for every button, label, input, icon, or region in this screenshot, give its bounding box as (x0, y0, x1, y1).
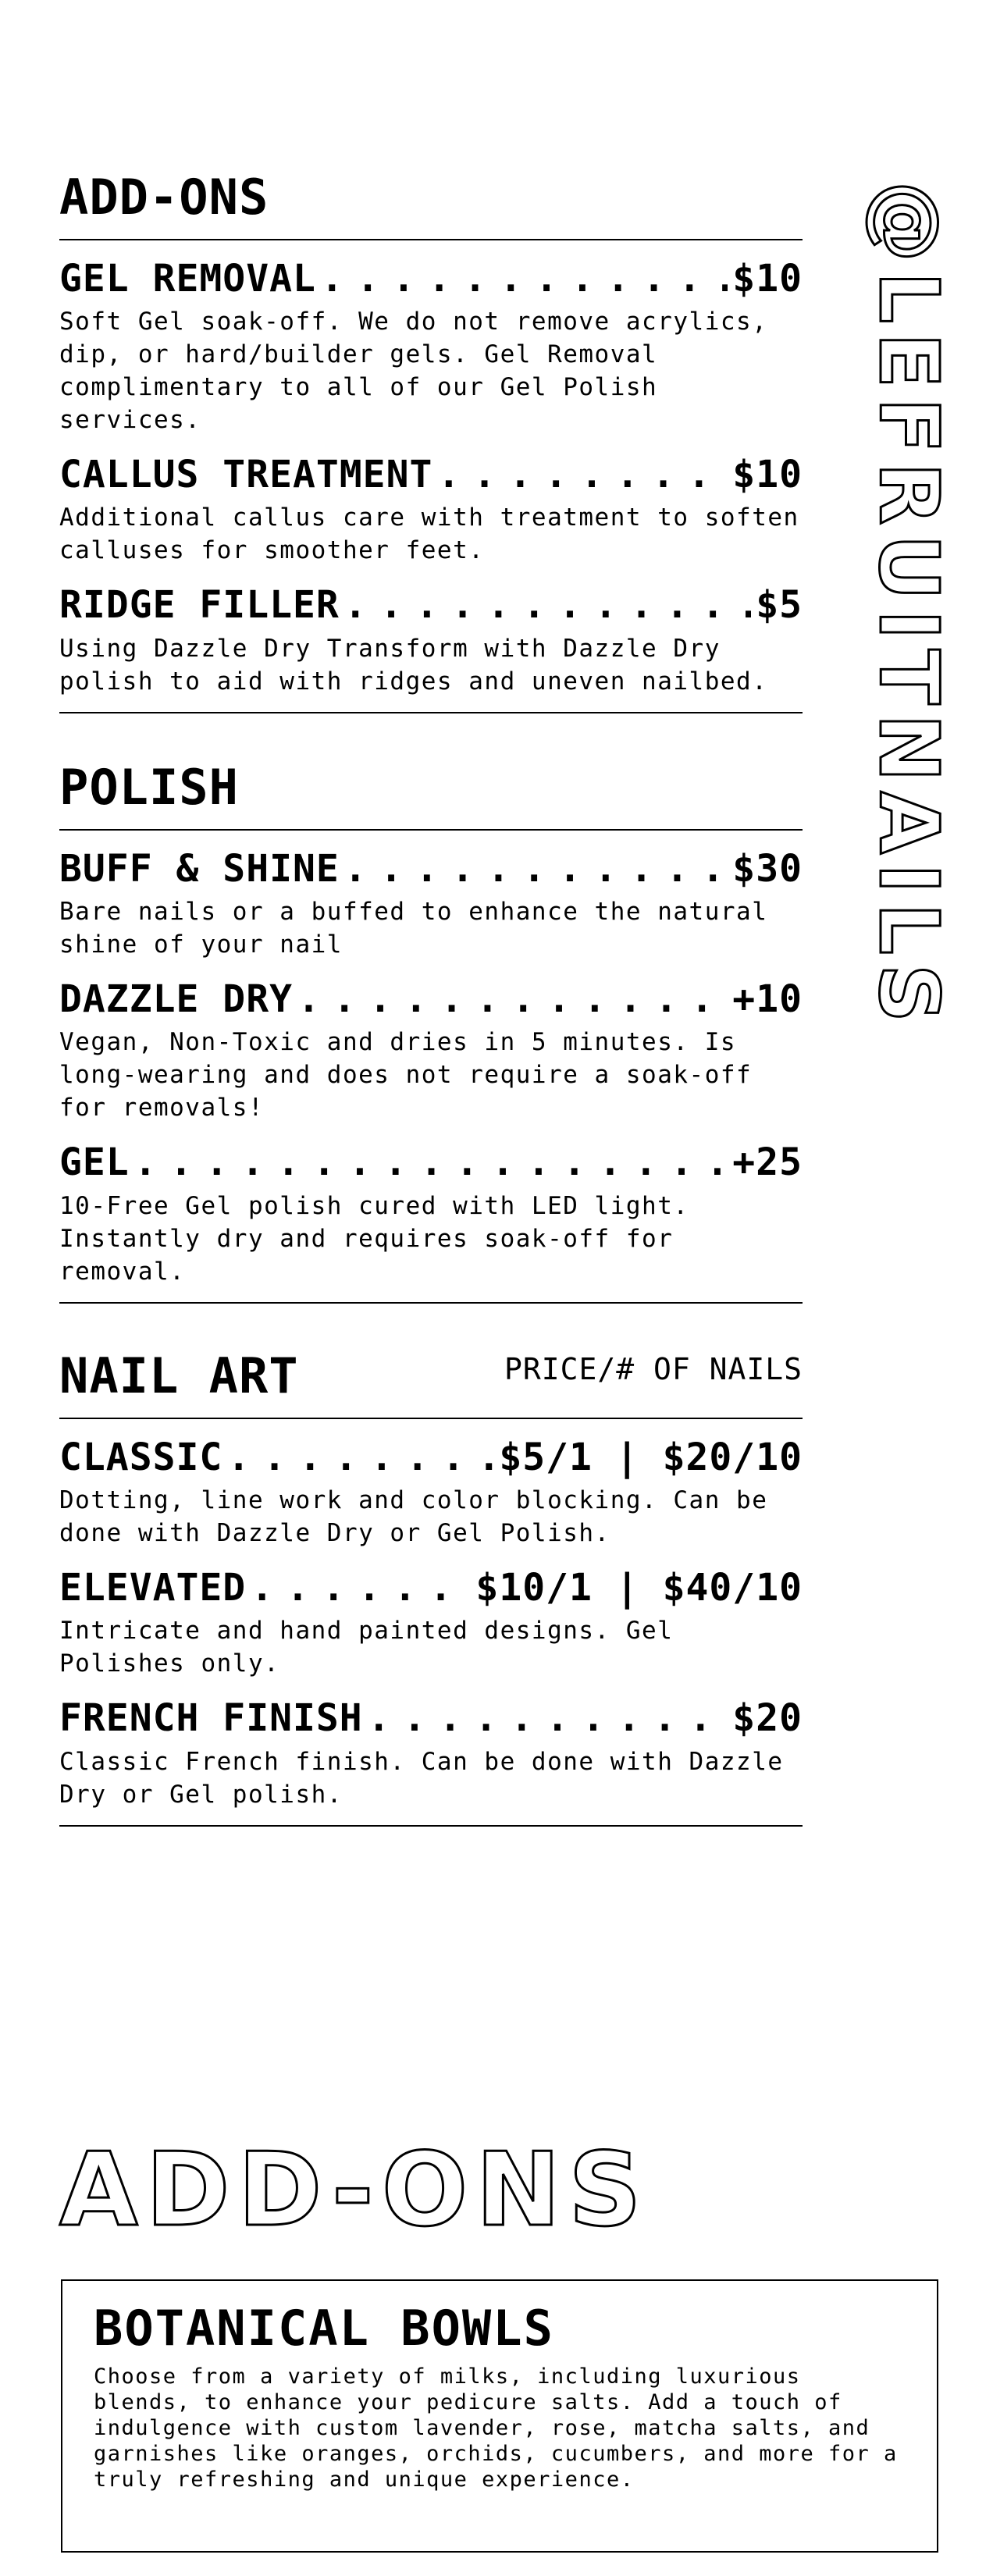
item-name: CLASSIC (59, 1436, 223, 1479)
dot-leader (251, 1567, 471, 1610)
dot-leader (297, 978, 728, 1021)
bowls-description: Choose from a variety of milks, including luxurious blends, to enhance your pedicure salts. Add a touch of indulgence with custom lavender, rose, matcha salts, and garnishes like oranges, orchids, cucumbers, and more for a truly refreshing and unique experience. (94, 2364, 898, 2492)
menu-item-classic (59, 1436, 803, 1550)
dot-leader (344, 848, 728, 891)
item-price: $10/1 | $40/10 (475, 1566, 803, 1610)
item-name: GEL (59, 1140, 130, 1185)
divider (59, 239, 803, 240)
item-price: $30 (732, 847, 803, 891)
addons-banner: ADD-ONS (59, 2130, 650, 2249)
item-description: Classic French finish. Can be done with Dazzle Dry or Gel polish. (59, 1747, 784, 1809)
item-description: Vegan, Non-Toxic and dries in 5 minutes. Is long-wearing and does not require a soak-off for removals! (59, 1028, 753, 1123)
item-price: +10 (732, 977, 803, 1022)
item-description: 10-Free Gel polish cured with LED light. Instantly dry and requires soak-off for removal. (59, 1191, 689, 1286)
item-name: ELEVATED (59, 1566, 247, 1610)
item-description: Bare nails or a buffed to enhance the natural shine of your nail (59, 898, 768, 959)
item-price: $10 (732, 453, 803, 497)
item-name: FRENCH FINISH (59, 1696, 363, 1741)
item-price: +25 (732, 1140, 803, 1185)
section-title: ADD-ONS (59, 169, 269, 226)
item-price: $20 (732, 1696, 803, 1741)
item-name: BUFF & SHINE (59, 847, 340, 891)
divider (59, 829, 803, 831)
item-description: Intricate and hand painted designs. Gel Polishes only. (59, 1617, 674, 1678)
divider (59, 712, 803, 713)
item-price: $10 (732, 257, 803, 301)
section-title: POLISH (59, 759, 239, 816)
menu-item-gel-removal (59, 258, 803, 436)
instagram-handle: @LEFRUITNAILS (861, 181, 956, 1032)
dot-leader (227, 1436, 494, 1479)
dot-leader (368, 1697, 728, 1740)
section-header (59, 169, 803, 226)
menu-item-buff-shine (59, 848, 803, 961)
price-note: PRICE/# OF NAILS (504, 1352, 803, 1386)
item-description: Using Dazzle Dry Transform with Dazzle Dry polish to aid with ridges and uneven nailbed. (59, 634, 768, 696)
divider (59, 1418, 803, 1419)
item-name: GEL REMOVAL (59, 257, 316, 301)
dot-leader (321, 258, 728, 301)
item-name: RIDGE FILLER (59, 583, 340, 628)
polish-section (59, 759, 803, 1304)
botanical-bowls-box (61, 2279, 938, 2553)
item-description: Dotting, line work and color blocking. Can be done with Dazzle Dry or Gel Polish. (59, 1486, 768, 1548)
section-title: NAIL ART (59, 1347, 299, 1404)
item-price: $5 (756, 583, 803, 628)
menu-item-callus-treatment (59, 454, 803, 567)
menu-item-ridge-filler (59, 584, 803, 697)
item-price: $5/1 | $20/10 (499, 1436, 803, 1479)
item-name: DAZZLE DRY (59, 977, 293, 1022)
menu-item-dazzle-dry (59, 978, 803, 1124)
nail-art-section (59, 1347, 803, 1827)
item-description: Additional callus care with treatment to soften calluses for smoother feet. (59, 503, 799, 565)
menu-item-elevated (59, 1567, 803, 1680)
menu-item-gel (59, 1141, 803, 1287)
menu-item-french-finish (59, 1697, 803, 1810)
section-header (59, 759, 803, 816)
dot-leader (437, 454, 728, 496)
item-description: Soft Gel soak-off. We do not remove acrylics, dip, or hard/builder gels. Gel Removal complimentary to all of our Gel Polish services. (59, 308, 768, 435)
bowls-title: BOTANICAL BOWLS (94, 2300, 554, 2357)
divider (59, 1825, 803, 1827)
item-name: CALLUS TREATMENT (59, 453, 433, 497)
dot-leader (344, 584, 751, 627)
divider (59, 1302, 803, 1304)
addons-section (59, 169, 803, 713)
dot-leader (134, 1141, 728, 1184)
section-header (59, 1347, 803, 1404)
